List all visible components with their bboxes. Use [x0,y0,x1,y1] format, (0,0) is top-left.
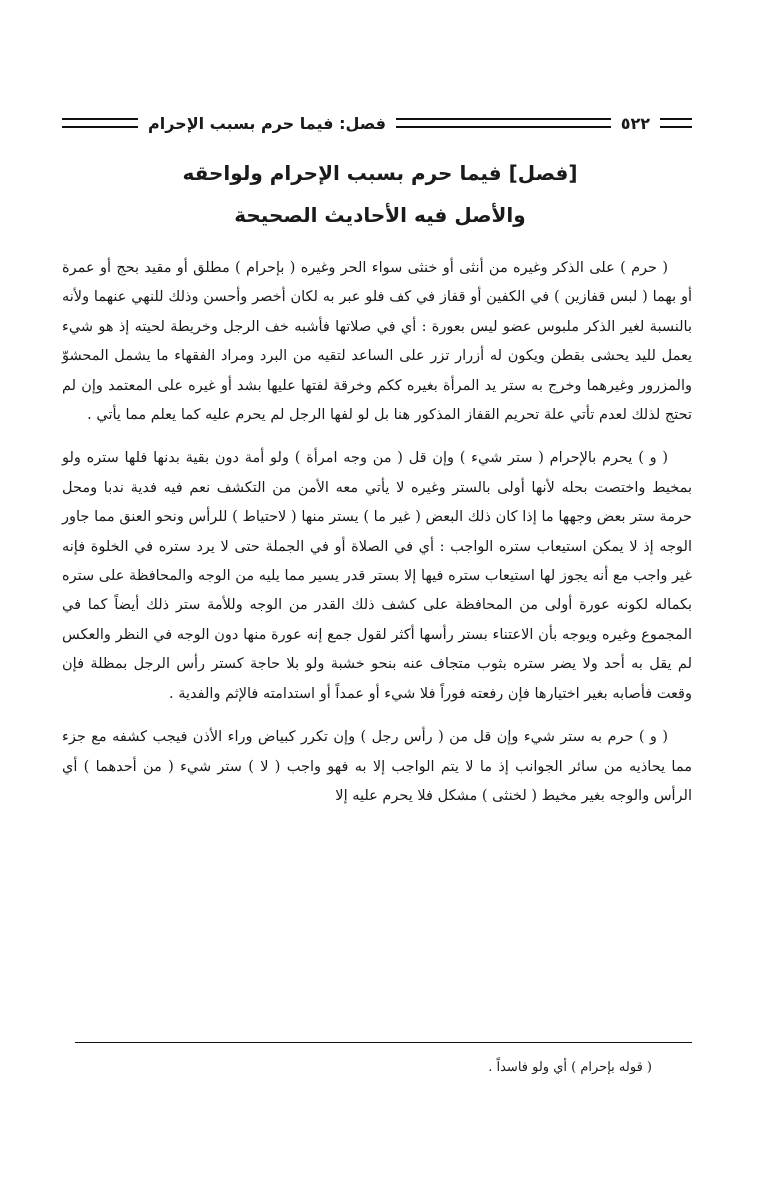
header-rule-right [660,118,692,128]
paragraph-3: ( و ) حرم به ستر شيء وإن قل من ( رأس رجل ) وإن تكرر كبياض وراء الأذن فيجب كشفه مع جزء مما يحاذيه من سائر الجوانب إذ ما لا يتم الواجب إلا به فهو واجب ( لا ) ستر شيء ( من أحدهما ) أي الرأس والوجه بغير مخيط ( لخنثى ) مشكل فلا يحرم عليه إلا [62,729,692,804]
section-title-line-2: والأصل فيه الأحاديث الصحيحة [234,203,526,227]
section-title-line-1: [فصل] فيما حرم بسبب الإحرام ولواحقه [182,161,578,185]
main-text [62,254,692,811]
page-number: ٥٢٢ [620,113,650,133]
paragraph-1: ( حرم ) على الذكر وغيره من أنثى أو خنثى سواء الحر وغيره ( بإحرام ) مطلق أو مقيد بحج أو عمرة أو بهما ( لبس قفازين ) في الكفين أو قفاز في كف فلو عبر به لكان أخصر وأحسن وذلك للنهي عنهما ولأنه بالنسبة لغير الذكر ملبوس عضو ليس بعورة : أي في صلاتها فأشبه خف الرجل وخريطة لحيته إذ هو شيء يعمل لليد يحشى بقطن ويكون له أزرار تزر على الساعد لتقيه من البرد ومراد الفقهاء ما يشمل المحشوّ والمزرور وغيرهما وخرج به ستر يد المرأة بغيره ككم وخرقة لفتها عليها بشد أو غيره على المعتمد وإن لم تحتج لذلك لعدم تأتي علة تحريم القفاز المذكور هنا بل لو لفها الرجل لم يحرم عليه كما يعلم مما يأتي . [62,260,692,424]
running-header [62,108,692,138]
footnote: ( قوله بإحرام ) أي ولو فاسداً . [488,1060,652,1075]
paragraph-2: ( و ) يحرم بالإحرام ( ستر شيء ) وإن قل ( من وجه امرأة ) ولو أمة دون بقية بدنها فلها ستره ولو بمخيط واختصت بحله لأنها أولى بالستر وغيره لا يأتي معه الأمن من التكشف نعم فيه فدية ندبا ومحل حرمة ستر بعض وجهها ما إذا كان ذلك البعض ( غير ما ) يستر منها ( لاحتياط ) للرأس ونحو العنق مما جاور الوجه إذ لا يمكن استيعاب ستره الواجب : أي في الصلاة أو في الجملة حتى لا يرد ستره في الخلوة فإنه غير واجب مع أنه يجوز لها استيعاب ستره فيها إلا بستر قدر يسير مما يليه من الوجه والمحافظة على ستره بكماله لكونه عورة أولى من المحافظة على كشف ذلك القدر من الوجه وللأمة ستر ذلك أيضاً كما في المجموع وغيره ويوجه بأن الاعتناء بستر رأسها أكثر لقول جمع إنه عورة منها دون الوجه في النظر والعكس لم يقل به أحد ولا يضر ستره بثوب متجاف عنه بنحو خشبة ولو بلا حاجة كستر رأس الرجل بمظلة فإن وقعت فأصابه بغير اختيارها فإن رفعته فوراً فلا شيء أو عمداً أو استدامته فالإثم والفدية . [62,450,692,702]
footnote-divider [75,1042,692,1043]
header-rule-left [62,118,138,128]
section-title [60,152,700,236]
header-rule-center [396,118,611,128]
running-title: فصل: فيما حرم بسبب الإحرام [148,113,387,133]
